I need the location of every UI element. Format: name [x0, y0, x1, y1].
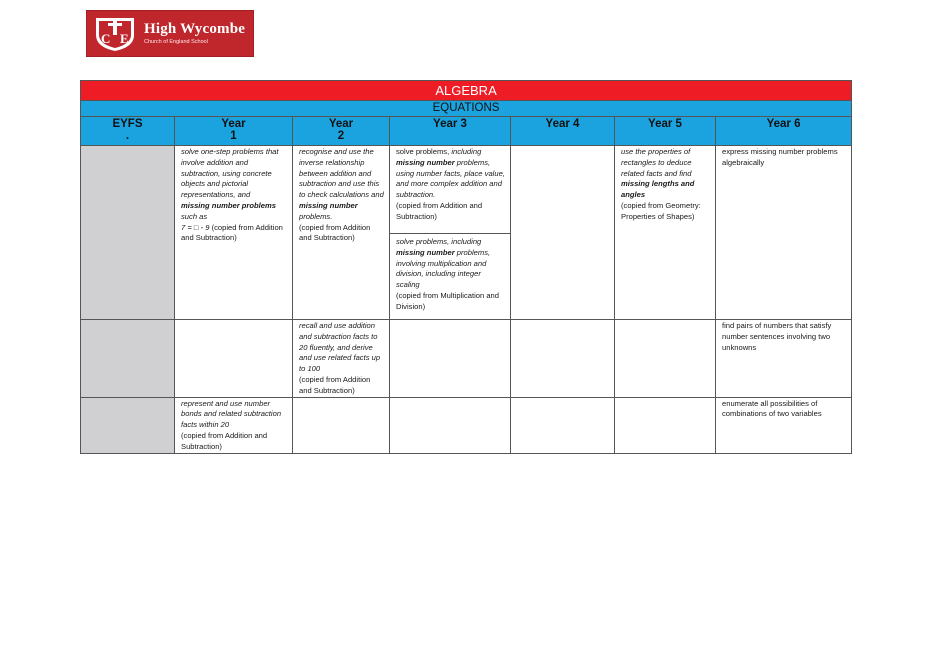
cell-year3-row1 — [390, 146, 511, 320]
header-eyfs-label: EYFS — [112, 118, 143, 130]
cell-year4-row1 — [511, 146, 615, 320]
cell-year1-row1 — [175, 146, 293, 320]
table-title: ALGEBRA — [81, 81, 852, 101]
cell-year4-row3 — [511, 397, 615, 453]
text-y5r1-bold: missing lengths and angles — [621, 179, 695, 200]
header-year3: Year 3 — [390, 117, 511, 146]
school-crest-icon — [94, 15, 136, 52]
school-subtitle: Church of England School — [144, 38, 208, 45]
header-year4: Year 4 — [511, 117, 615, 146]
text-y3r1b-b: problems, involving multiplication and division, including integer scaling — [396, 247, 491, 290]
cell-year3-row1-sub — [390, 233, 510, 313]
algebra-equations-table — [80, 80, 851, 454]
text-y2r1-copied: (copied from Addition and Subtraction) — [299, 222, 371, 243]
header-year6: Year 6 — [716, 117, 852, 146]
cell-year4-row2 — [511, 320, 615, 398]
text-y1r1-copied: (copied from Addition and Subtraction) — [181, 222, 283, 243]
text-y2r2-copied: (copied from Addition and Subtraction) — [299, 374, 371, 395]
school-logo — [86, 10, 254, 57]
header-year1-label: Year — [221, 118, 246, 130]
cell-year6-row2: find pairs of numbers that satisfy number sentences involving two unknowns — [716, 320, 852, 398]
table-subtitle: EQUATIONS — [81, 101, 852, 117]
cell-year6-row3: enumerate all possibilities of combinations of two variables — [716, 397, 852, 453]
cell-year2-row3 — [293, 397, 390, 453]
eyfs-cell-row2 — [81, 320, 175, 398]
cell-year5-row1 — [615, 146, 716, 320]
text-y3r1a-b: including — [451, 147, 482, 156]
svg-text:C: C — [101, 31, 111, 46]
cell-year1-row2 — [175, 320, 293, 398]
text-y3r1a-bold: missing number — [396, 157, 455, 167]
text-y3r1a-c: problems, using number facts, place value, and more complex addition and subtraction. — [396, 157, 505, 200]
cell-year1-row3 — [175, 397, 293, 453]
cell-year3-row2 — [390, 320, 511, 398]
text-y2r2-a: recall and use addition and subtraction facts to 20 fluently, and derive and use related facts up to 100 — [299, 321, 381, 374]
header-year2-label: Year — [328, 118, 354, 130]
cell-year2-row1 — [293, 146, 390, 320]
eyfs-cell-row1 — [81, 146, 175, 320]
header-year2-number: 2 — [337, 130, 345, 142]
header-year1-number: 1 — [230, 130, 237, 142]
text-y3r1b-a: solve problems, including — [396, 237, 482, 246]
school-name: High Wycombe — [144, 20, 246, 37]
text-y3r1b-copied: (copied from Multiplication and Division) — [396, 290, 499, 311]
text-y1r1-a: solve one-step problems that involve addition and subtraction, using concrete objects and pictorial representations, and — [181, 147, 279, 200]
cell-year2-row2 — [293, 320, 390, 398]
text-y1r1-b: such as — [181, 211, 208, 221]
text-y1r3-a: represent and use number bonds and related subtraction facts within 20 — [181, 398, 282, 430]
text-y3r1a-a: solve problems, — [396, 147, 450, 156]
eyfs-cell-row3 — [81, 397, 175, 453]
text-y2r1-b: problems. — [299, 211, 333, 221]
text-y5r1-a: use the properties of rectangles to deduce related facts and find — [621, 147, 692, 178]
text-y1r1-bold: missing number problems — [181, 200, 276, 210]
header-eyfs-dot: . — [125, 130, 130, 142]
text-y2r1-a: recognise and use the inverse relationship between addition and subtraction and use this to check calculations and — [299, 147, 384, 200]
header-eyfs — [81, 117, 175, 146]
text-y3r1a-copied: (copied from Addition and Subtraction) — [396, 200, 483, 221]
header-year1 — [175, 117, 293, 146]
cell-year6-row1: express missing number problems algebraically — [716, 146, 852, 320]
cell-year5-row2 — [615, 320, 716, 398]
text-y1r3-copied: (copied from Addition and Subtraction) — [181, 430, 268, 451]
text-y5r1-copied: (copied from Geometry: Properties of Shapes) — [621, 200, 701, 221]
cell-year5-row3 — [615, 397, 716, 453]
header-year2 — [293, 117, 390, 146]
text-y1r1-equation: 7 = □ - 9 — [181, 222, 210, 232]
cell-year3-row3 — [390, 397, 511, 453]
text-y3r1b-bold: missing number — [396, 247, 455, 257]
text-y2r1-bold: missing number — [299, 200, 358, 210]
svg-text:E: E — [120, 31, 129, 46]
header-year5: Year 5 — [615, 117, 716, 146]
